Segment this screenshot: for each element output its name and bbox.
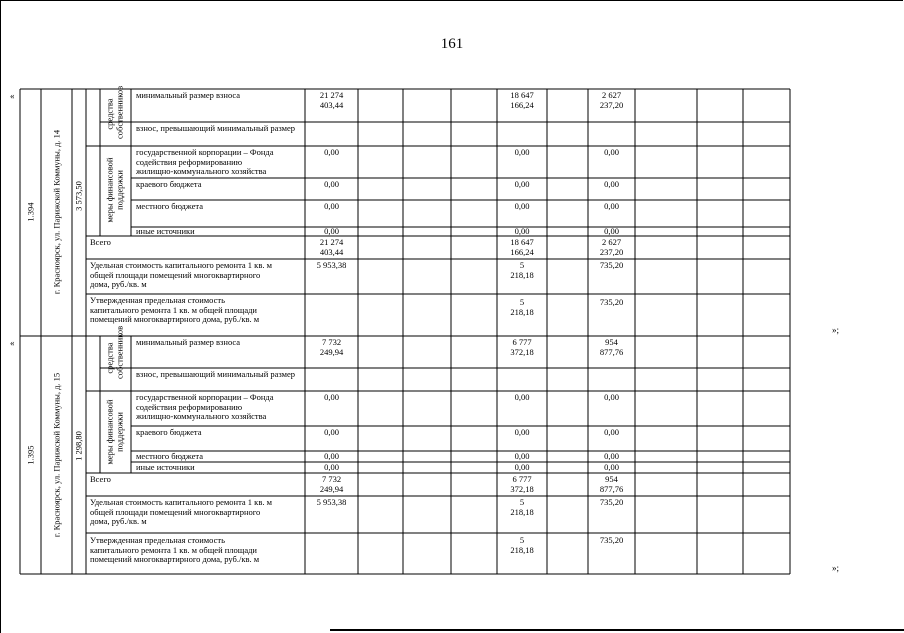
limit-cost-col3: 735,20 <box>599 297 624 307</box>
row-start-mark: « <box>10 338 15 348</box>
local-col3: 0,00 <box>604 451 619 461</box>
other-col2: 0,00 <box>514 226 530 236</box>
min-fee-col1: 7 732 249,94 <box>319 337 344 357</box>
total-col3: 954 877,76 <box>599 474 624 494</box>
state-corp-label: государственной корпорации – Фонда содействия реформированию жилищно-коммунального хозяйства <box>136 392 274 421</box>
local-label: местного бюджета <box>136 201 203 211</box>
limit-cost-col2: 5 218,18 <box>510 297 534 317</box>
regional-col2: 0,00 <box>514 179 530 189</box>
limit-cost-label: Утвержденная предельная стоимость капитального ремонта 1 кв. м общей площади помещений многоквартирного дома, руб./кв. м <box>90 295 260 324</box>
total-col1: 7 732 249,94 <box>319 474 344 494</box>
other-col3: 0,00 <box>604 226 619 236</box>
min-fee-label: минимальный размер взноса <box>136 337 241 347</box>
state-corp-col1: 0,00 <box>324 392 339 402</box>
state-corp-col2: 0,00 <box>514 147 530 157</box>
other-col1: 0,00 <box>324 462 339 472</box>
owner-funds-label: средства собственников <box>104 85 124 139</box>
min-fee-col3: 954 877,76 <box>599 337 624 357</box>
limit-cost-label: Утвержденная предельная стоимость капитального ремонта 1 кв. м общей площади помещений многоквартирного дома, руб./кв. м <box>90 535 260 564</box>
other-label: иные источники <box>136 462 195 472</box>
support-label: меры финансовой поддержки <box>104 399 124 465</box>
total-label: Всего <box>90 237 111 247</box>
specific-cost-col2: 5 218,18 <box>510 497 534 517</box>
record-number: 1.395 <box>25 445 36 465</box>
total-col1: 21 274 403,44 <box>319 237 344 257</box>
specific-cost-col1: 5 953,38 <box>316 260 347 270</box>
regional-col3: 0,00 <box>604 179 619 189</box>
min-fee-col2: 6 777 372,18 <box>510 337 534 357</box>
specific-cost-label: Удельная стоимость капитального ремонта 1 кв. м общей площади помещений многоквартирного дома, руб./кв. м <box>90 497 272 526</box>
state-corp-label: государственной корпорации – Фонда содействия реформированию жилищно-коммунального хозяйства <box>136 147 274 176</box>
min-fee-col3: 2 627 237,20 <box>599 90 624 110</box>
min-fee-label: минимальный размер взноса <box>136 90 241 100</box>
state-corp-col3: 0,00 <box>604 392 619 402</box>
regional-label: краевого бюджета <box>136 179 202 189</box>
other-col3: 0,00 <box>604 462 619 472</box>
min-fee-col2: 18 647 166,24 <box>510 90 534 110</box>
page-number: 161 <box>440 36 464 52</box>
min-fee-col1: 21 274 403,44 <box>319 90 344 110</box>
other-col2: 0,00 <box>514 462 530 472</box>
limit-cost-col3: 735,20 <box>599 535 624 545</box>
local-label: местного бюджета <box>136 451 203 461</box>
total-col3: 2 627 237,20 <box>599 237 624 257</box>
state-corp-col1: 0,00 <box>324 147 339 157</box>
row-start-mark: « <box>10 91 15 101</box>
state-corp-col2: 0,00 <box>514 392 530 402</box>
over-min-fee-label: взнос, превышающий минимальный размер <box>136 123 296 133</box>
record-area: 1 298,80 <box>73 431 84 461</box>
local-col1: 0,00 <box>324 451 339 461</box>
state-corp-col3: 0,00 <box>604 147 619 157</box>
specific-cost-label: Удельная стоимость капитального ремонта 1 кв. м общей площади помещений многоквартирного дома, руб./кв. м <box>90 260 272 289</box>
owner-funds-label: средства собственников <box>104 325 124 379</box>
total-col2: 18 647 166,24 <box>510 237 534 257</box>
other-col1: 0,00 <box>324 226 339 236</box>
regional-col1: 0,00 <box>324 179 339 189</box>
total-col2: 6 777 372,18 <box>510 474 534 494</box>
total-label: Всего <box>90 474 111 484</box>
regional-label: краевого бюджета <box>136 427 202 437</box>
row-end-mark: »; <box>832 325 840 335</box>
specific-cost-col1: 5 953,38 <box>316 497 347 507</box>
other-label: иные источники <box>136 226 195 236</box>
specific-cost-col3: 735,20 <box>599 497 624 507</box>
specific-cost-col3: 735,20 <box>599 260 624 270</box>
over-min-fee-label: взнос, превышающий минимальный размер <box>136 369 296 379</box>
record-area: 3 573,50 <box>73 181 84 211</box>
row-end-mark: »; <box>832 563 840 573</box>
local-col2: 0,00 <box>514 451 530 461</box>
regional-col2: 0,00 <box>514 427 530 437</box>
regional-col1: 0,00 <box>324 427 339 437</box>
local-col1: 0,00 <box>324 201 339 211</box>
regional-col3: 0,00 <box>604 427 619 437</box>
record-number: 1.394 <box>25 202 36 222</box>
limit-cost-col2: 5 218,18 <box>510 535 534 555</box>
record-address: г. Красноярск, ул. Парижской Коммуны, д. 15 <box>51 372 62 538</box>
local-col3: 0,00 <box>604 201 619 211</box>
local-col2: 0,00 <box>514 201 530 211</box>
support-label: меры финансовой поддержки <box>104 157 124 223</box>
record-address: г. Красноярск, ул. Парижской Коммуны, д. 14 <box>51 129 62 295</box>
specific-cost-col2: 5 218,18 <box>510 260 534 280</box>
